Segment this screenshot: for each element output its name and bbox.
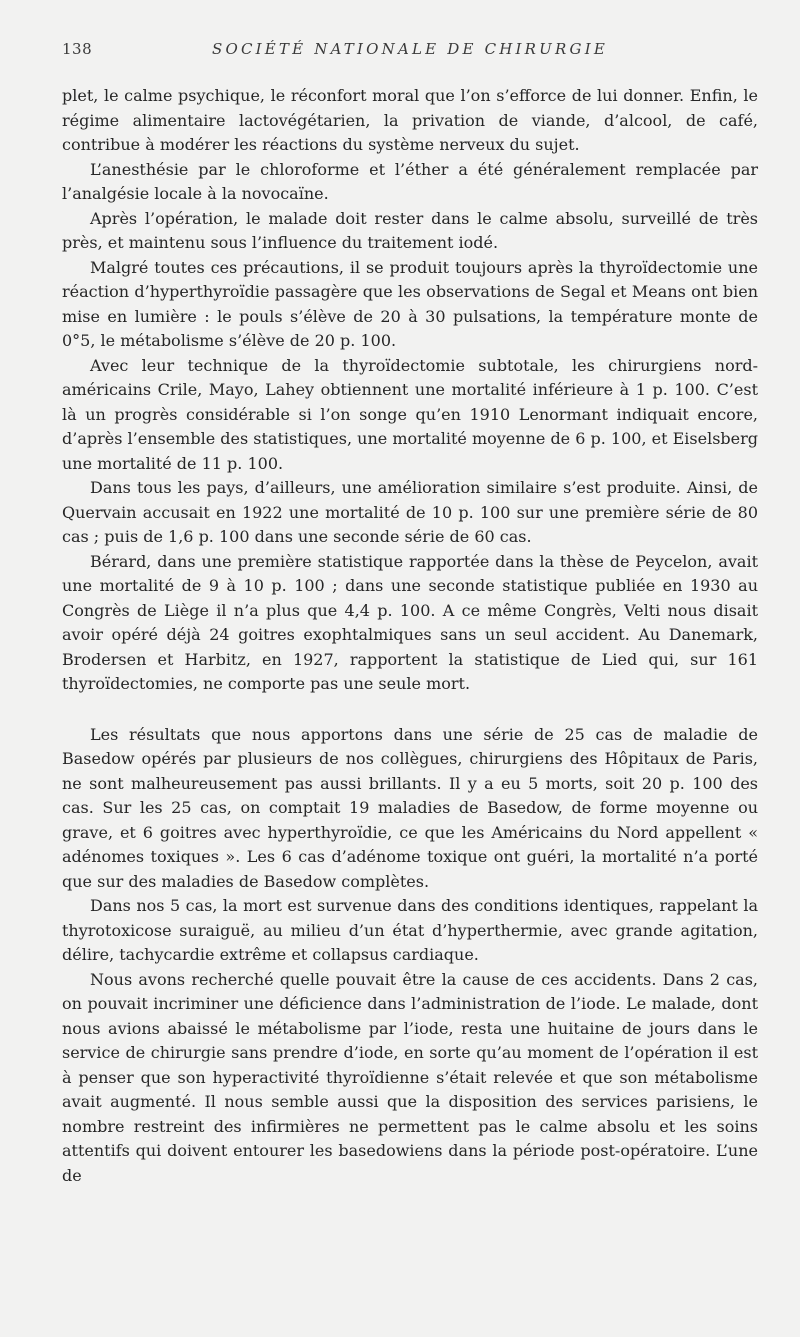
running-title: SOCIÉTÉ NATIONALE DE CHIRURGIE [212, 40, 608, 58]
paragraph: Les résultats que nous apportons dans une série de 25 cas de maladie de Basedow opérés par plusieurs de nos collègues, chirurgiens des Hôpitaux de Paris, ne sont malheureusement pas aussi brillants. Il y a eu 5 morts, soit 20 p. 100 des cas. Sur les 25 cas, on comptait 19 maladies de Basedow, de forme moyenne ou grave, et 6 goitres avec hyperthyroïdie, ce que les Américains du Nord appellent « adénomes toxiques ». Les 6 cas d’adénome toxique ont guéri, la mortalité n’a porté que sur des maladies de Basedow complètes. [62, 724, 758, 891]
paragraph: Après l’opération, le malade doit rester dans le calme absolu, surveillé de très près, et maintenu sous l’influence du traitement iodé. [62, 208, 758, 252]
paragraph: Dans tous les pays, d’ailleurs, une amélioration similaire s’est produite. Ainsi, de Quervain accusait en 1922 une mortalité de 10 p. 100 sur une première série de 80 cas ; puis de 1,6 p. 100 dans une seconde série de 60 cas. [62, 478, 758, 546]
paragraph: plet, le calme psychique, le réconfort moral que l’on s’efforce de lui donner. Enfin, le régime alimentaire lactovégétarien, la privation de viande, d’alcool, de café, contribue à modérer les réactions du système nerveux du sujet. [62, 86, 758, 154]
body-text [62, 84, 758, 1188]
page-number: 138 [62, 40, 93, 58]
paragraph: L’anesthésie par le chloroforme et l’éther a été généralement remplacée par l’analgésie locale à la novocaïne. [62, 159, 758, 203]
paragraph: Malgré toutes ces précautions, il se produit toujours après la thyroïdectomie une réaction d’hyperthyroïdie passagère que les observations de Segal et Means ont bien mise en lumière : le pouls s’élève de 20 à 30 pulsations, la température monte de 0°5, le métabolisme s’élève de 20 p. 100. [62, 257, 758, 350]
page-header [62, 40, 752, 66]
paragraph: Avec leur technique de la thyroïdectomie subtotale, les chirurgiens nord-américains Crile, Mayo, Lahey obtiennent une mortalité inférieure à 1 p. 100. C’est là un progrès considérable si l’on songe qu’en 1910 Lenormant indiquait encore, d’après l’ensemble des statistiques, une mortalité moyenne de 6 p. 100, et Eiselsberg une mortalité de 11 p. 100. [62, 355, 759, 473]
paragraph: Dans nos 5 cas, la mort est survenue dans des conditions identiques, rappelant la thyrotoxicose suraiguë, au milieu d’un état d’hyperthermie, avec grande agitation, délire, tachycardie extrême et collapsus cardiaque. [62, 896, 758, 964]
paragraph: Bérard, dans une première statistique rapportée dans la thèse de Peycelon, avait une mortalité de 9 à 10 p. 100 ; dans une seconde statistique publiée en 1930 au Congrès de Liège il n’a plus que 4,4 p. 100. A ce même Congrès, Velti nous disait avoir opéré déjà 24 goitres exophtalmiques sans un seul accident. Au Danemark, Brodersen et Harbitz, en 1927, rapportent la statistique de Lied qui, sur 161 thyroïdectomies, ne comporte pas une seule mort. [62, 551, 758, 693]
paragraph: Nous avons recherché quelle pouvait être la cause de ces accidents. Dans 2 cas, on pouvait incriminer une déficience dans l’administration de l’iode. Le malade, dont nous avions abaissé le métabolisme par l’iode, resta une huitaine de jours dans le service de chirurgie sans prendre d’iode, en sorte qu’au moment de l’opération il est à penser que son hyperactivité thyroïdienne s’était relevée et que son métabolisme avait augmenté. Il nous semble aussi que la disposition des services parisiens, le nombre restreint des infirmières ne permettent pas le calme absolu et les soins attentifs qui doivent entourer les basedowiens dans la période post-opératoire. L’une de [62, 969, 758, 1185]
